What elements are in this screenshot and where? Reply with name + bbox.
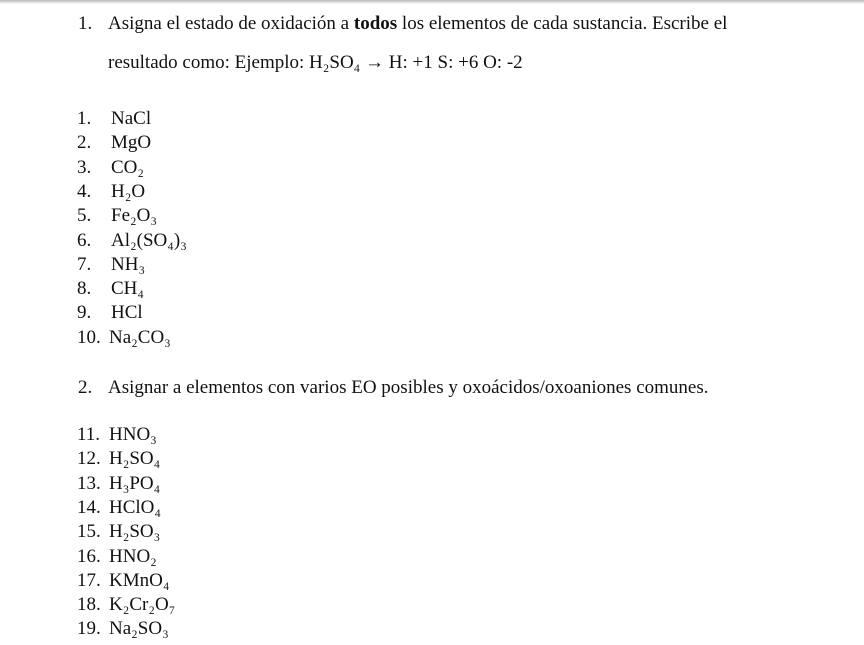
list-item-number: 12.	[77, 448, 101, 470]
page-top-edge	[0, 0, 864, 4]
list-item-formula: H₂O	[111, 180, 146, 202]
list-item-number: 11.	[77, 424, 101, 445]
list-item-number: 2.	[77, 132, 92, 154]
list-item-formula: HCl	[111, 302, 143, 324]
question-1-number: 1.	[78, 13, 93, 34]
list-item-number: 10.	[77, 326, 101, 348]
list-item-formula: NH₃	[111, 253, 146, 275]
list-item-number: 13.	[77, 472, 101, 494]
question-1-example-line: resultado como: Ejemplo: H₂SO₄ → H: +1 S: +6 O: -2	[108, 52, 523, 73]
list-item-formula: CH₄	[111, 278, 145, 300]
list-item-number: 5.	[77, 205, 92, 227]
list-item-number: 18.	[77, 594, 101, 616]
list-item-formula: H₃PO₄	[109, 472, 161, 494]
question-2	[78, 377, 848, 399]
list-item-formula: H₂SO₄	[109, 448, 161, 470]
list-item-number: 7.	[77, 253, 92, 275]
list-item-number: 4.	[77, 180, 92, 202]
list-item-formula: H₂SO₃	[109, 521, 161, 543]
list-item-number: 3.	[77, 156, 92, 178]
list-item-formula: Na₂CO₃	[109, 326, 171, 348]
list-item-formula: Na₂SO₃	[109, 618, 169, 640]
question-1-text-end: los elementos de cada sustancia. Escribe el	[397, 13, 728, 34]
list-item-formula: Fe₂O₃	[111, 205, 157, 227]
list-item-number: 14.	[77, 496, 101, 518]
list-item-number: 1.	[77, 108, 92, 129]
list-item-number: 6.	[77, 229, 92, 251]
list-item-formula: HClO₄	[109, 496, 162, 518]
list-item-formula: MgO	[111, 132, 152, 154]
question-1-text-start: Asigna el estado de oxidación a	[108, 13, 354, 34]
list-item-formula: KMnO₄	[109, 569, 170, 591]
question-1	[78, 13, 848, 35]
list-item-formula: Al₂(SO₄)₃	[111, 229, 187, 251]
list-item-number: 15.	[77, 521, 101, 543]
list-item-number: 19.	[77, 618, 101, 640]
question-2-number: 2.	[78, 377, 93, 398]
list-item-formula: K₂Cr₂O₇	[109, 594, 176, 616]
list-item-number: 17.	[77, 569, 101, 591]
list-item-formula: CO₂	[111, 156, 145, 178]
list-item-number: 9.	[77, 302, 92, 324]
list-item-number: 16.	[77, 545, 101, 567]
question-1-bold-word: todos	[353, 13, 398, 34]
list-item-formula: HNO₃	[109, 424, 157, 445]
list-item-number: 8.	[77, 278, 92, 300]
question-2-text: Asignar a elementos con varios EO posibles y oxoácidos/oxoaniones comunes.	[108, 377, 709, 398]
list-item-formula: NaCl	[111, 108, 152, 129]
list-item-formula: HNO₂	[109, 545, 157, 567]
question-1-text	[108, 13, 727, 35]
